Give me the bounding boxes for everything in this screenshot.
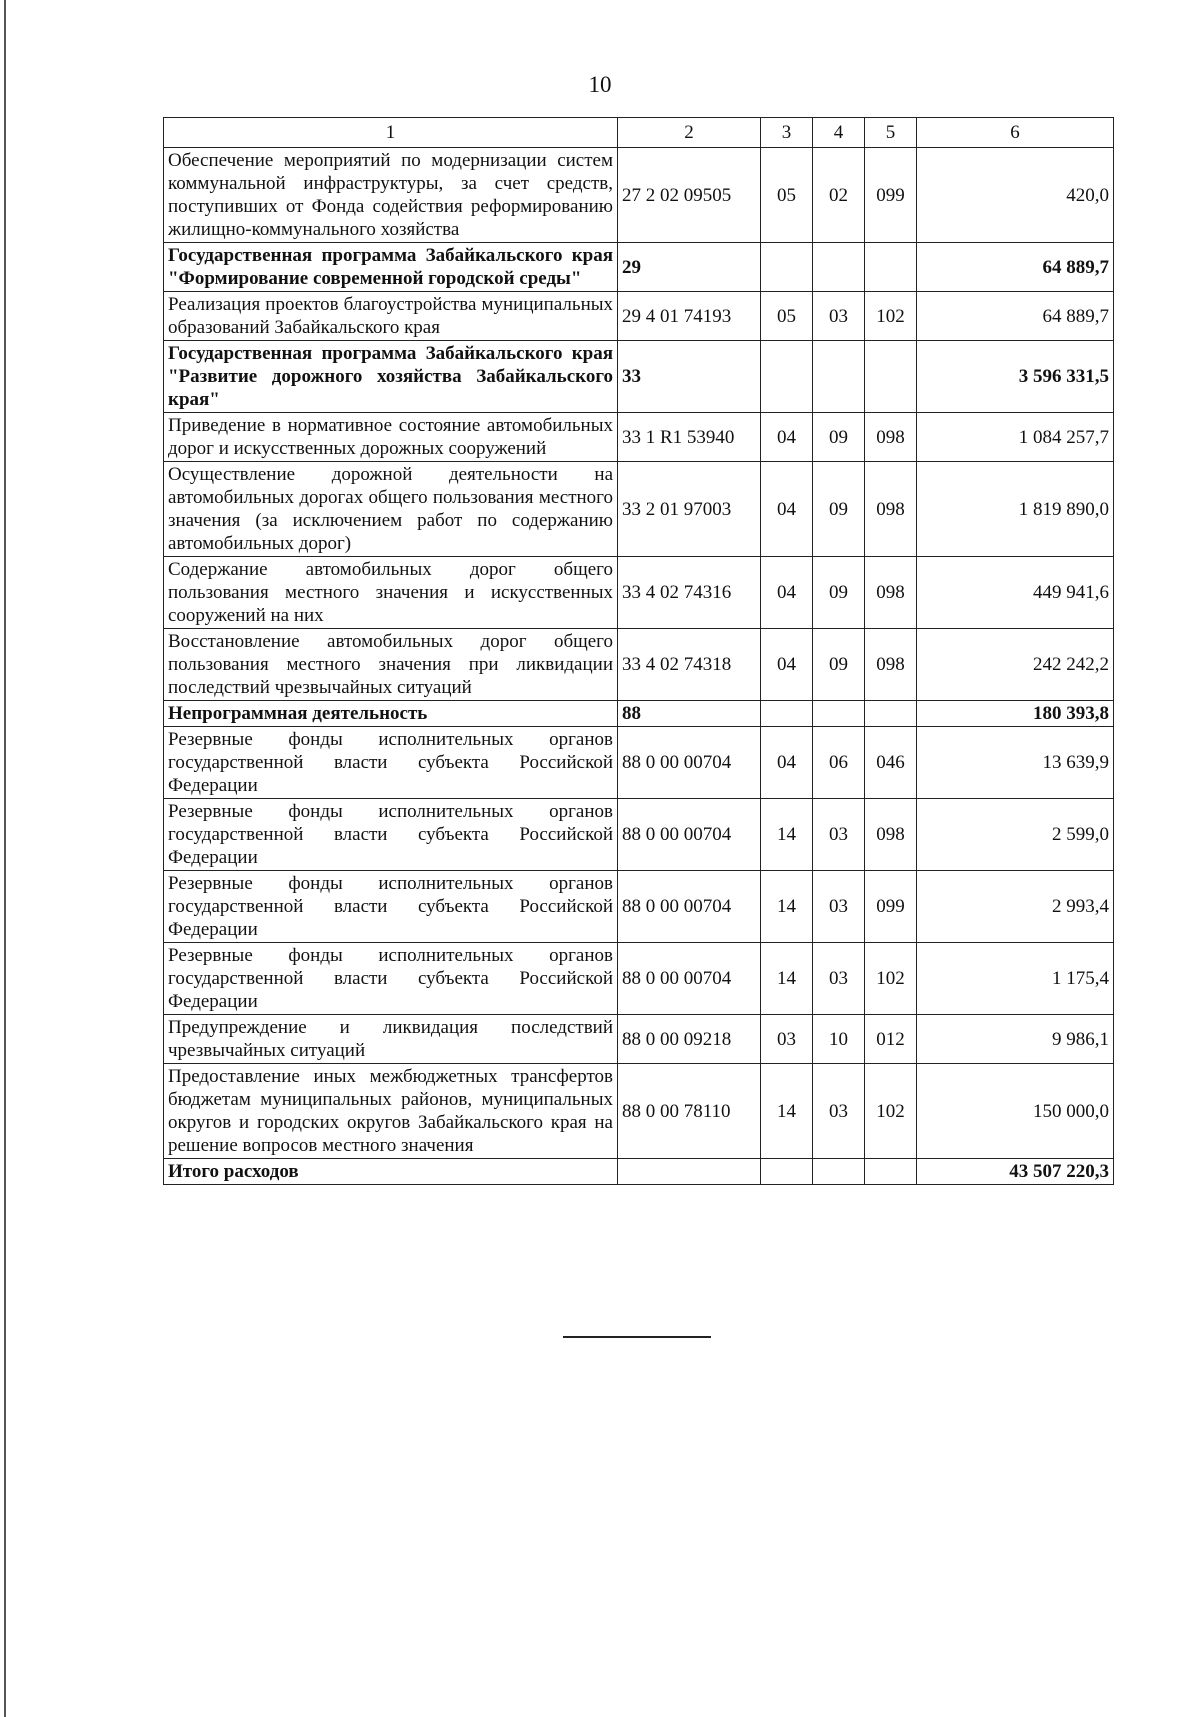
row-type: 098	[865, 413, 917, 462]
row-section: 14	[761, 1064, 813, 1159]
row-subsection	[813, 701, 865, 727]
row-type: 046	[865, 727, 917, 799]
total-sum: 43 507 220,3	[917, 1159, 1114, 1185]
row-name: Восстановление автомобильных дорог общего пользования местного значения при ликвидации последствий чрезвычайных ситуаций	[164, 629, 618, 701]
column-header: 5	[865, 118, 917, 148]
table-row	[164, 341, 1114, 413]
row-subsection: 10	[813, 1015, 865, 1064]
row-name: Предоставление иных межбюджетных трансфертов бюджетам муниципальных районов, муниципальных округов и городских округов Забайкальского края на решение вопросов местного значения	[164, 1064, 618, 1159]
row-subsection: 03	[813, 799, 865, 871]
table-row	[164, 1064, 1114, 1159]
row-section: 05	[761, 292, 813, 341]
row-name: Резервные фонды исполнительных органов государственной власти субъекта Российской Федерации	[164, 943, 618, 1015]
row-code: 27 2 02 09505	[618, 148, 761, 243]
page-number: 10	[588, 72, 612, 97]
row-type	[865, 243, 917, 292]
row-type: 102	[865, 1064, 917, 1159]
row-subsection: 09	[813, 557, 865, 629]
row-subsection: 03	[813, 292, 865, 341]
total-row	[164, 1159, 1114, 1185]
row-section	[761, 701, 813, 727]
row-type: 098	[865, 557, 917, 629]
row-section	[761, 1159, 813, 1185]
row-code: 88 0 00 00704	[618, 943, 761, 1015]
row-name: Резервные фонды исполнительных органов государственной власти субъекта Российской Федерации	[164, 799, 618, 871]
row-sum: 13 639,9	[917, 727, 1114, 799]
row-name: Резервные фонды исполнительных органов государственной власти субъекта Российской Федерации	[164, 871, 618, 943]
column-header: 6	[917, 118, 1114, 148]
row-subsection	[813, 341, 865, 413]
row-sum: 2 599,0	[917, 799, 1114, 871]
table-row	[164, 629, 1114, 701]
row-code: 33 4 02 74316	[618, 557, 761, 629]
table-row	[164, 462, 1114, 557]
row-subsection: 03	[813, 1064, 865, 1159]
table-row	[164, 871, 1114, 943]
row-section: 14	[761, 799, 813, 871]
column-header: 3	[761, 118, 813, 148]
row-name: Государственная программа Забайкальского края "Развитие дорожного хозяйства Забайкальского края"	[164, 341, 618, 413]
row-type: 098	[865, 462, 917, 557]
row-sum: 449 941,6	[917, 557, 1114, 629]
row-section: 14	[761, 871, 813, 943]
row-sum: 1 819 890,0	[917, 462, 1114, 557]
row-section	[761, 341, 813, 413]
row-code: 33	[618, 341, 761, 413]
row-sum: 180 393,8	[917, 701, 1114, 727]
row-subsection: 09	[813, 413, 865, 462]
row-name: Предупреждение и ликвидация последствий чрезвычайных ситуаций	[164, 1015, 618, 1064]
row-sum: 9 986,1	[917, 1015, 1114, 1064]
end-of-document-rule	[563, 1336, 711, 1338]
row-subsection: 06	[813, 727, 865, 799]
row-code: 88 0 00 09218	[618, 1015, 761, 1064]
row-type: 102	[865, 292, 917, 341]
row-type: 098	[865, 799, 917, 871]
row-type: 012	[865, 1015, 917, 1064]
table-body	[164, 148, 1114, 1185]
row-name: Осуществление дорожной деятельности на автомобильных дорогах общего пользования местного значения (за исключением работ по содержанию автомобильных дорог)	[164, 462, 618, 557]
row-type: 099	[865, 148, 917, 243]
table-row	[164, 1015, 1114, 1064]
row-sum: 420,0	[917, 148, 1114, 243]
row-subsection: 09	[813, 462, 865, 557]
table-row	[164, 292, 1114, 341]
table-row	[164, 727, 1114, 799]
column-header: 2	[618, 118, 761, 148]
row-name: Содержание автомобильных дорог общего пользования местного значения и искусственных сооружений на них	[164, 557, 618, 629]
row-subsection	[813, 1159, 865, 1185]
row-code	[618, 1159, 761, 1185]
row-sum: 64 889,7	[917, 243, 1114, 292]
row-type: 099	[865, 871, 917, 943]
row-type	[865, 701, 917, 727]
row-subsection: 02	[813, 148, 865, 243]
table-row	[164, 148, 1114, 243]
row-subsection: 09	[813, 629, 865, 701]
row-sum: 3 596 331,5	[917, 341, 1114, 413]
row-section: 03	[761, 1015, 813, 1064]
row-name: Непрограммная деятельность	[164, 701, 618, 727]
table-row	[164, 701, 1114, 727]
column-header: 1	[164, 118, 618, 148]
row-name: Приведение в нормативное состояние автомобильных дорог и искусственных дорожных сооружений	[164, 413, 618, 462]
row-code: 88 0 00 78110	[618, 1064, 761, 1159]
row-subsection: 03	[813, 871, 865, 943]
row-sum: 150 000,0	[917, 1064, 1114, 1159]
row-subsection	[813, 243, 865, 292]
row-sum: 1 175,4	[917, 943, 1114, 1015]
row-code: 33 4 02 74318	[618, 629, 761, 701]
row-sum: 242 242,2	[917, 629, 1114, 701]
table-row	[164, 943, 1114, 1015]
row-code: 29	[618, 243, 761, 292]
column-header: 4	[813, 118, 865, 148]
table-row	[164, 799, 1114, 871]
row-code: 88	[618, 701, 761, 727]
row-subsection: 03	[813, 943, 865, 1015]
row-section: 14	[761, 943, 813, 1015]
table-row	[164, 557, 1114, 629]
row-section: 04	[761, 462, 813, 557]
row-code: 88 0 00 00704	[618, 727, 761, 799]
row-section	[761, 243, 813, 292]
row-section: 05	[761, 148, 813, 243]
row-type: 098	[865, 629, 917, 701]
row-type	[865, 341, 917, 413]
row-section: 04	[761, 557, 813, 629]
table-row	[164, 413, 1114, 462]
row-section: 04	[761, 413, 813, 462]
row-code: 88 0 00 00704	[618, 799, 761, 871]
row-type	[865, 1159, 917, 1185]
row-type: 102	[865, 943, 917, 1015]
budget-table	[163, 117, 1114, 1185]
row-sum: 2 993,4	[917, 871, 1114, 943]
row-code: 33 1 R1 53940	[618, 413, 761, 462]
row-section: 04	[761, 727, 813, 799]
row-code: 29 4 01 74193	[618, 292, 761, 341]
row-sum: 64 889,7	[917, 292, 1114, 341]
row-name: Государственная программа Забайкальского края "Формирование современной городской среды"	[164, 243, 618, 292]
row-section: 04	[761, 629, 813, 701]
row-name: Обеспечение мероприятий по модернизации систем коммунальной инфраструктуры, за счет средств, поступивших от Фонда содействия реформированию жилищно-коммунального хозяйства	[164, 148, 618, 243]
row-name: Резервные фонды исполнительных органов государственной власти субъекта Российской Федерации	[164, 727, 618, 799]
row-sum: 1 084 257,7	[917, 413, 1114, 462]
row-name: Реализация проектов благоустройства муниципальных образований Забайкальского края	[164, 292, 618, 341]
scan-border-line	[4, 0, 6, 1717]
table-row	[164, 243, 1114, 292]
row-code: 33 2 01 97003	[618, 462, 761, 557]
row-code: 88 0 00 00704	[618, 871, 761, 943]
total-label: Итого расходов	[164, 1159, 618, 1185]
header-row	[164, 118, 1114, 148]
